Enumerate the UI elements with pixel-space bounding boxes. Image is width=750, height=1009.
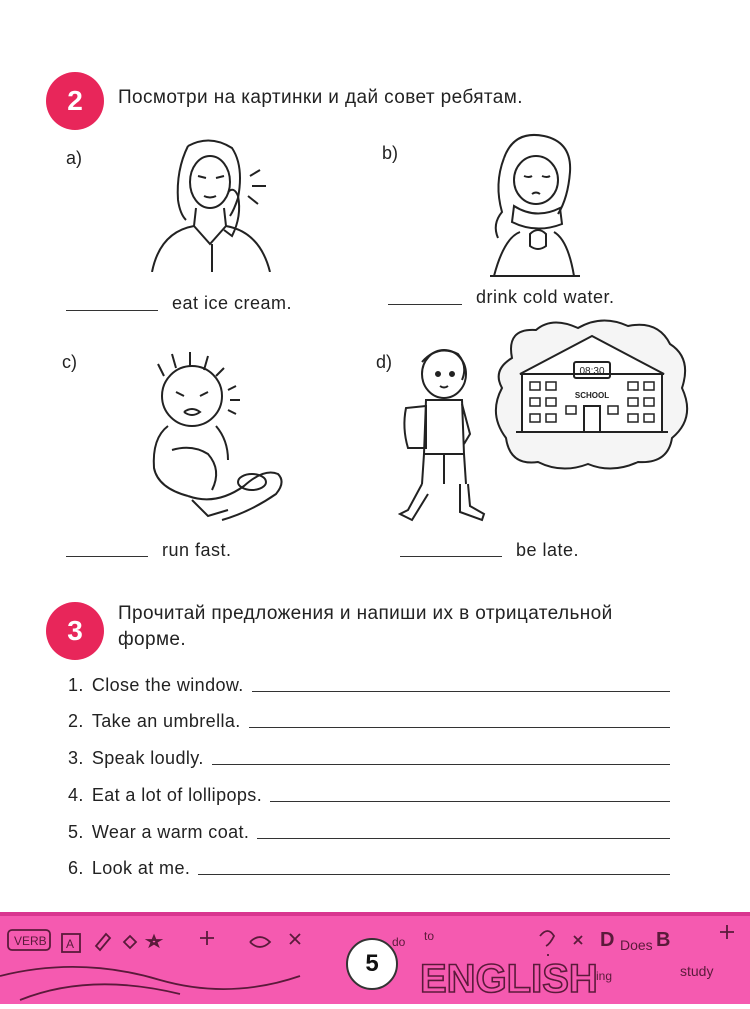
- task-3-badge: 3: [46, 602, 104, 660]
- sentence-row-2: [68, 708, 670, 732]
- sentence-text: Speak loudly.: [91, 748, 204, 768]
- task-3-title-line1: Прочитай предложения и напиши их в отрицательной: [118, 603, 613, 624]
- sentence-row-3: [68, 745, 670, 769]
- sentence-text: Wear a warm coat.: [91, 822, 250, 842]
- sentence-number: 3.: [68, 748, 84, 768]
- answer-line-6[interactable]: [198, 874, 670, 875]
- item-b-letter: b): [382, 143, 399, 163]
- school-cloud-illustration: [492, 318, 692, 470]
- sentence-row-1: [68, 672, 670, 696]
- doodle-a: A: [66, 937, 75, 951]
- answer-line-3[interactable]: [212, 764, 670, 765]
- phrase-d: be late.: [516, 540, 580, 560]
- boy-backpack-illustration: [398, 344, 490, 524]
- page-number: 5: [346, 938, 398, 990]
- answer-line-1[interactable]: [252, 691, 670, 692]
- phrase-a: eat ice cream.: [172, 293, 293, 313]
- phrase-b: drink cold water.: [476, 287, 615, 307]
- doodle-verb: VERB: [14, 934, 47, 948]
- school-clock-text: 08:30: [579, 366, 605, 377]
- answer-line-c[interactable]: [66, 556, 148, 557]
- sentence-row-5: [68, 819, 670, 843]
- sentence-row-4: [68, 782, 670, 806]
- doodle-does: Does: [620, 937, 653, 953]
- toothache-woman-illustration: [140, 136, 280, 272]
- doodle-b: B: [656, 929, 671, 951]
- doodle-english: ENGLISH: [420, 957, 598, 1001]
- doodle-to: to: [424, 929, 435, 943]
- doodle-ing: ing: [596, 969, 613, 983]
- sentence-number: 2.: [68, 711, 84, 731]
- sentence-text: Take an umbrella.: [91, 711, 241, 731]
- doodle-d: D: [600, 929, 615, 951]
- sentence-number: 4.: [68, 785, 84, 805]
- sentence-text: Close the window.: [91, 675, 244, 695]
- task-2-title: Посмотри на картинки и дай совет ребятам.: [118, 87, 523, 108]
- sentence-number: 5.: [68, 822, 84, 842]
- sentence-row-6: [68, 855, 670, 879]
- task-3-title-line2: форме.: [118, 629, 187, 650]
- answer-line-b[interactable]: [388, 304, 462, 305]
- sentence-text: Eat a lot of lollipops.: [91, 785, 263, 805]
- answer-line-4[interactable]: [270, 801, 670, 802]
- item-a-letter: a): [66, 148, 83, 168]
- sentence-text: Look at me.: [91, 858, 191, 878]
- sentence-number: 6.: [68, 858, 84, 878]
- doodle-do: do: [392, 935, 406, 949]
- sentence-number: 1.: [68, 675, 84, 695]
- school-sign-text: SCHOOL: [574, 391, 610, 400]
- item-c-letter: c): [62, 352, 77, 372]
- answer-line-2[interactable]: [249, 727, 670, 728]
- answer-line-d[interactable]: [400, 556, 502, 557]
- task-2-badge: 2: [46, 72, 104, 130]
- item-d-letter: d): [376, 352, 393, 372]
- phrase-c: run fast.: [162, 540, 232, 560]
- sick-girl-illustration: [484, 128, 584, 280]
- boy-hurt-knee-illustration: [132, 350, 288, 526]
- answer-line-5[interactable]: [257, 838, 670, 839]
- answer-line-a[interactable]: [66, 310, 158, 311]
- doodle-study: study: [680, 963, 714, 979]
